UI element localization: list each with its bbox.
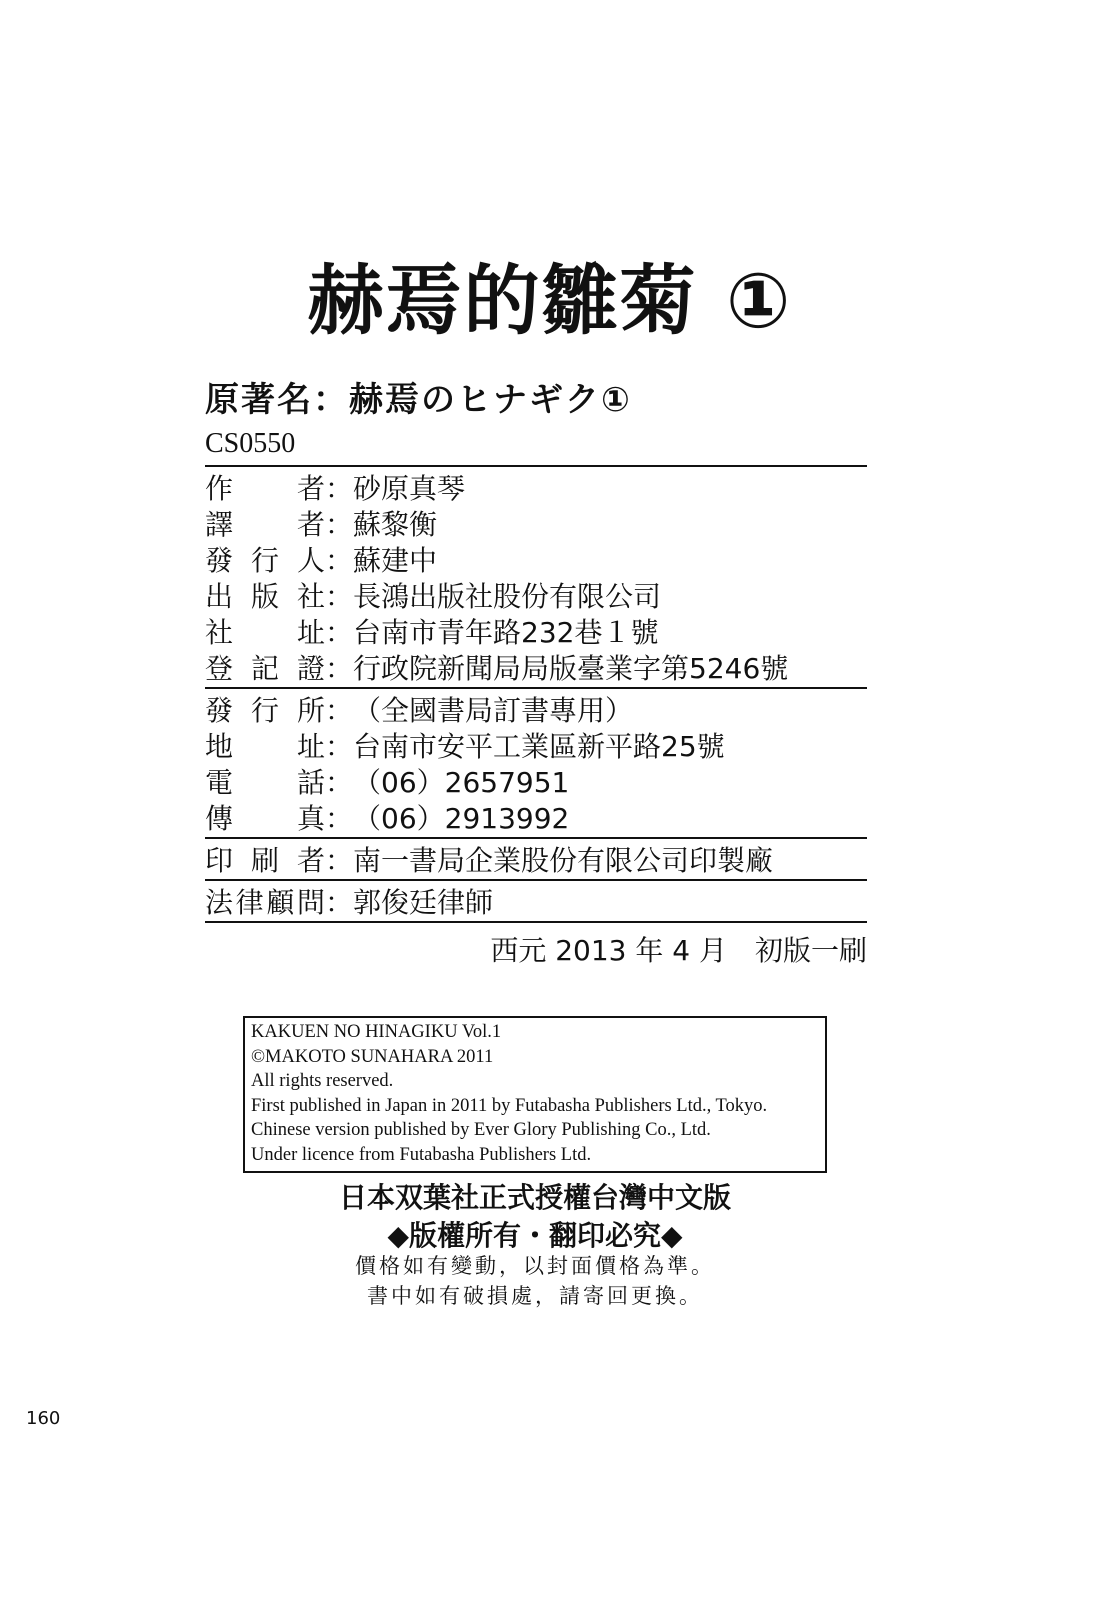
info-value: 長鴻出版社股份有限公司 — [353, 580, 662, 613]
info-separator: ： — [325, 766, 354, 799]
copyright-line: Under licence from Futabasha Publishers Ltd. — [251, 1144, 592, 1165]
info-label-char: 者 — [296, 472, 325, 505]
info-label-char: 地 — [205, 730, 234, 763]
info-value: 蘇黎衡 — [353, 508, 438, 541]
info-label — [205, 839, 325, 879]
info-row — [205, 841, 867, 877]
publication-info-table — [205, 463, 867, 969]
copyright-line: KAKUEN NO HINAGIKU Vol.1 — [251, 1022, 502, 1042]
info-row — [205, 541, 867, 577]
info-label-char: 印 — [205, 844, 234, 877]
info-value: 砂原真琴 — [353, 472, 466, 505]
info-separator: ： — [325, 802, 354, 835]
info-separator: ： — [325, 844, 354, 877]
info-label-char: 行 — [250, 544, 279, 577]
copyright-line: First published in Japan in 2011 by Futabasha Publishers Ltd., Tokyo. — [251, 1095, 768, 1116]
info-row — [205, 469, 867, 505]
info-label-char: 記 — [250, 652, 279, 685]
info-label-char: 版 — [250, 580, 279, 613]
info-label — [205, 647, 325, 687]
info-label-char: 傳 — [205, 802, 234, 835]
info-row — [205, 883, 867, 919]
info-label-char: 刷 — [250, 844, 279, 877]
info-label-char: 出 — [205, 580, 234, 613]
info-label-char: 顧 — [266, 886, 295, 919]
info-separator: ： — [325, 472, 354, 505]
info-label-char: 址 — [296, 730, 325, 763]
page-number: 160 — [26, 1408, 61, 1429]
info-label — [205, 797, 325, 837]
info-label-char: 者 — [296, 508, 325, 541]
copyright-line: ©MAKOTO SUNAHARA 2011 — [251, 1046, 494, 1067]
info-value: 蘇建中 — [353, 544, 438, 577]
info-label-char: 社 — [296, 580, 325, 613]
info-label-char: 律 — [235, 886, 264, 919]
info-value: 台南市青年路232巷１號 — [353, 616, 659, 649]
info-separator: ： — [325, 544, 354, 577]
info-value: 南一書局企業股份有限公司印製廠 — [353, 844, 774, 877]
info-label-char: 真 — [296, 802, 325, 835]
book-title: 赫焉的雛菊 ① — [307, 256, 793, 345]
info-label — [205, 503, 325, 543]
info-value: 台南市安平工業區新平路25號 — [353, 730, 725, 763]
copyright-box — [243, 1016, 827, 1173]
info-label-char: 所 — [296, 694, 325, 727]
info-row — [205, 799, 867, 835]
info-label-char: 話 — [296, 766, 325, 799]
info-separator: ： — [325, 730, 354, 763]
info-separator: ： — [325, 652, 354, 685]
divider — [205, 921, 867, 923]
info-label-char: 發 — [205, 694, 234, 727]
info-value: 郭俊廷律師 — [353, 886, 494, 919]
info-label-char: 者 — [296, 844, 325, 877]
edition-date: 西元 2013 年 4 月 初版一刷 — [490, 934, 867, 967]
info-label-char: 址 — [296, 616, 325, 649]
info-label — [205, 725, 325, 765]
info-label-char: 社 — [205, 616, 234, 649]
info-label-char: 譯 — [205, 508, 234, 541]
damage-notice: 書中如有破損處，請寄回更換。 — [367, 1284, 703, 1308]
copyright-line: Chinese version published by Ever Glory Publishing Co., Ltd. — [251, 1120, 711, 1140]
info-separator: ： — [325, 580, 354, 613]
info-row — [205, 613, 867, 649]
info-row — [205, 727, 867, 763]
info-label — [205, 689, 325, 729]
product-code: CS0550 — [205, 428, 296, 459]
info-label — [205, 611, 325, 651]
info-label-char: 電 — [205, 766, 234, 799]
info-separator: ： — [325, 886, 354, 919]
info-label — [205, 539, 325, 579]
info-separator: ： — [325, 616, 354, 649]
info-row — [205, 691, 867, 727]
price-notice: 價格如有變動，以封面價格為準。 — [355, 1254, 715, 1278]
info-row — [205, 505, 867, 541]
info-label-char: 作 — [205, 472, 234, 505]
copyright-line: All rights reserved. — [251, 1071, 394, 1091]
info-row — [205, 649, 867, 685]
info-label-char: 行 — [250, 694, 279, 727]
info-value: （06）2657951 — [353, 766, 570, 799]
info-row — [205, 577, 867, 613]
info-label-char: 證 — [296, 652, 325, 685]
rights-reserved-statement: ◆版權所有・翻印必究◆ — [387, 1219, 683, 1252]
info-label — [205, 761, 325, 801]
info-value: （全國書局訂書專用） — [353, 694, 634, 727]
info-label-char: 問 — [296, 886, 325, 919]
info-row — [205, 763, 867, 799]
info-separator: ： — [325, 694, 354, 727]
info-label-char: 發 — [205, 544, 234, 577]
info-label-char: 法 — [205, 886, 234, 919]
info-label — [205, 575, 325, 615]
info-value: （06）2913992 — [353, 802, 570, 835]
info-label-char: 登 — [205, 652, 234, 685]
info-separator: ： — [325, 508, 354, 541]
info-value: 行政院新聞局局版臺業字第5246號 — [353, 652, 789, 685]
info-label — [205, 467, 325, 507]
info-groups — [205, 469, 867, 923]
license-statement: 日本双葉社正式授權台灣中文版 — [338, 1181, 731, 1214]
info-label-char: 人 — [296, 544, 325, 577]
info-label — [205, 881, 325, 921]
original-title: 原著名：赫焉のヒナギク① — [205, 380, 632, 420]
